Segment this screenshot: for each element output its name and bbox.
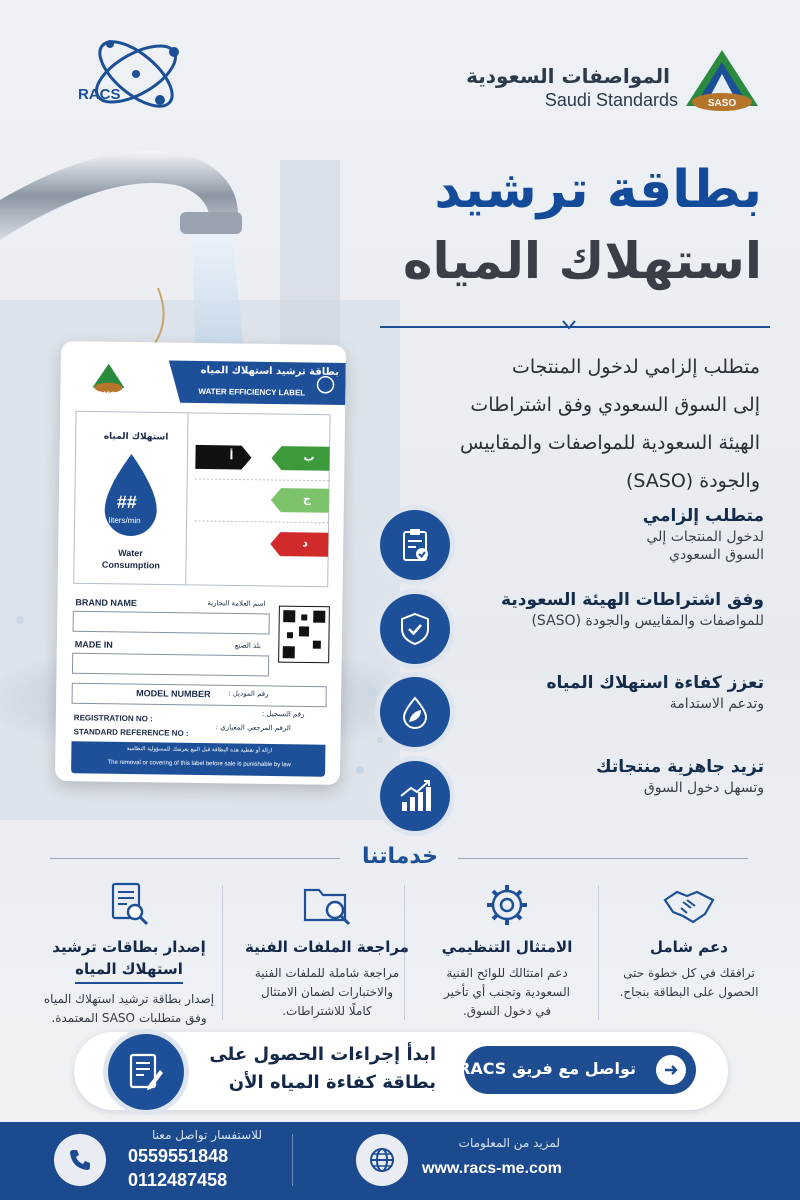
phone-number-1[interactable]: 0559551848 — [128, 1146, 229, 1166]
label-footer-arabic: ازالة أو تغطية هذه البطاقة قبل البيع يعرضك للمسؤولية النظامية — [126, 745, 273, 755]
cta-headline-line2: بطاقة كفاءة المياه الأن — [228, 1072, 436, 1093]
label-title-english: WATER EFFICIENCY LABEL — [198, 386, 306, 398]
growth-chart-icon — [397, 778, 433, 814]
benefit-title: وفق اشتراطات الهيئة السعودية — [501, 590, 764, 610]
service-regulatory-compliance — [418, 880, 596, 1030]
label-consumption-unit: liters/min — [108, 515, 141, 526]
service-desc-line: ترافقك في كل خطوة حتى — [623, 966, 755, 980]
folder-search-icon — [301, 880, 353, 930]
service-desc — [600, 964, 778, 1002]
label-footer-english: The removal or covering of this label before sale is punishable by law — [107, 759, 291, 769]
service-desc — [238, 964, 416, 1021]
label-made-in-english: MADE IN — [74, 639, 113, 650]
label-grade-light-green: ج — [302, 492, 311, 506]
service-separator — [222, 885, 223, 1020]
service-desc-line: والاختبارات لضمان الامتثال — [260, 985, 394, 999]
services-divider-left — [50, 858, 340, 859]
water-leaf-icon — [397, 694, 433, 730]
label-brand-english: BRAND NAME — [75, 597, 138, 609]
cta-headline-line1: ابدأ إجراءات الحصول على — [209, 1044, 436, 1065]
service-technical-file-review — [238, 880, 416, 1030]
globe-icon — [356, 1134, 408, 1186]
label-saso-badge: SASO — [98, 391, 116, 398]
label-registration-arabic: رقم التسجيل : — [261, 709, 305, 719]
handshake-icon — [663, 880, 715, 930]
label-grade-red: د — [302, 536, 309, 550]
water-efficiency-label-card — [55, 341, 346, 785]
services-divider-right — [458, 858, 748, 859]
benefit-desc-line2: السوق السعودي — [668, 547, 764, 563]
service-title-line2: استهلاك المياه — [75, 958, 183, 984]
label-consumption-english-2: Consumption — [101, 559, 161, 571]
benefit-icon-circle — [380, 761, 450, 831]
benefit-desc-line1: للمواصفات والمقاييس والجودة (SASO) — [531, 613, 764, 629]
label-model-english: MODEL NUMBER — [136, 688, 211, 700]
benefit-icon-circle — [380, 677, 450, 747]
service-desc-line: وفق متطلبات SASO المعتمدة. — [51, 1011, 207, 1025]
label-grade-green: ب — [303, 450, 315, 464]
label-grade-black: أ — [229, 449, 234, 463]
saso-logo — [684, 48, 760, 112]
benefit-icon-circle — [380, 594, 450, 664]
website-link[interactable]: www.racs-me.com — [422, 1160, 562, 1177]
service-desc — [418, 964, 596, 1021]
benefit-water-efficiency — [380, 673, 764, 751]
benefit-title: متطلب إلزامي — [642, 506, 764, 526]
saso-name-english: Saudi Standards — [544, 90, 678, 110]
services-title: خدماتنا — [362, 844, 438, 869]
chevron-down-icon — [562, 320, 576, 330]
contact-label: للاستفسار تواصل معنا — [152, 1128, 262, 1142]
service-title-line1: إصدار بطاقات ترشيد — [52, 938, 206, 956]
service-title: مراجعة الملفات الفنية — [245, 938, 409, 956]
benefit-desc-line1: وتدعم الاستدامة — [669, 696, 764, 712]
service-desc-line: كاملًا للاشتراطات. — [282, 1004, 372, 1018]
racs-logo — [70, 32, 190, 122]
saso-badge-text: SASO — [707, 98, 737, 109]
intro-line-4: والجودة (SASO) — [625, 470, 760, 492]
cta-icon-circle — [108, 1034, 184, 1110]
benefit-saso-requirements — [380, 590, 764, 668]
info-label: لمزيد من المعلومات — [458, 1136, 560, 1150]
service-desc-line: في دخول السوق. — [462, 1004, 552, 1018]
intro-line-1: متطلب إلزامي لدخول المنتجات — [512, 356, 760, 378]
clipboard-check-icon — [397, 527, 433, 563]
arrow-right-icon — [656, 1055, 686, 1085]
benefit-icon-circle — [380, 510, 450, 580]
saso-name-arabic: المواصفات السعودية — [466, 64, 670, 88]
label-model-arabic: رقم الموديل : — [228, 689, 269, 698]
hero-title-line1: بطاقة ترشيد — [434, 160, 762, 220]
benefit-desc-line1: لدخول المنتجات إلي — [646, 529, 764, 545]
document-search-icon — [103, 880, 155, 930]
label-consumption-arabic: استهلاك المياه — [103, 431, 169, 443]
label-standard-ref-english: STANDARD REFERENCE NO : — [73, 727, 189, 738]
label-title-arabic: بطاقة ترشيد استهلاك المياه — [200, 364, 340, 378]
gear-icon — [481, 880, 533, 930]
intro-line-3: الهيئة السعودية للمواصفات والمقاييس — [460, 432, 760, 454]
phone-number-2[interactable]: 0112487458 — [128, 1170, 228, 1190]
service-title: الامتثال التنظيمي — [441, 938, 573, 956]
label-made-in-arabic: بلد الصنع — [234, 641, 262, 650]
service-desc — [40, 990, 218, 1028]
service-separator — [598, 885, 599, 1020]
benefit-title: تعزز كفاءة استهلاك المياه — [546, 673, 764, 693]
label-consumption-value: ## — [116, 491, 138, 513]
benefit-desc-line1: وتسهل دخول السوق — [643, 780, 764, 796]
benefit-market-readiness — [380, 757, 764, 835]
service-desc-line: مراجعة شاملة للملفات الفنية — [254, 966, 400, 980]
label-standard-ref-arabic: الرقم المرجعي المعياري : — [215, 723, 291, 733]
label-consumption-english-1: Water — [118, 547, 143, 559]
document-pen-icon — [128, 1052, 164, 1092]
service-desc-line: السعودية وتجنب أي تأخير — [444, 985, 570, 999]
contact-racs-button[interactable] — [458, 1046, 696, 1094]
footer-separator — [292, 1134, 293, 1186]
benefit-title: تزيد جاهزية منتجاتك — [596, 757, 764, 777]
hero-intro — [400, 348, 760, 500]
service-desc-line: إصدار بطاقة ترشيد استهلاك المياه — [43, 992, 215, 1006]
label-brand-arabic: اسم العلامة التجارية — [207, 599, 266, 608]
shield-check-icon — [397, 611, 433, 647]
service-desc-line: دعم امتثالك للوائح الفنية — [446, 966, 568, 980]
hero-title-line2: استهلاك المياه — [402, 232, 762, 290]
intro-line-2: إلى السوق السعودي وفق اشتراطات — [470, 394, 760, 416]
phone-icon — [54, 1134, 106, 1186]
benefit-mandatory — [380, 506, 764, 584]
racs-logo-text: RACS — [78, 86, 121, 103]
service-desc-line: الحصول على البطاقة بنجاح. — [619, 985, 759, 999]
service-comprehensive-support — [600, 880, 778, 1030]
contact-racs-button-label: تواصل مع فريق RACS — [458, 1059, 636, 1078]
service-issue-label — [40, 880, 218, 1030]
service-title: دعم شامل — [650, 938, 728, 956]
label-registration-english: REGISTRATION NO : — [73, 713, 153, 724]
